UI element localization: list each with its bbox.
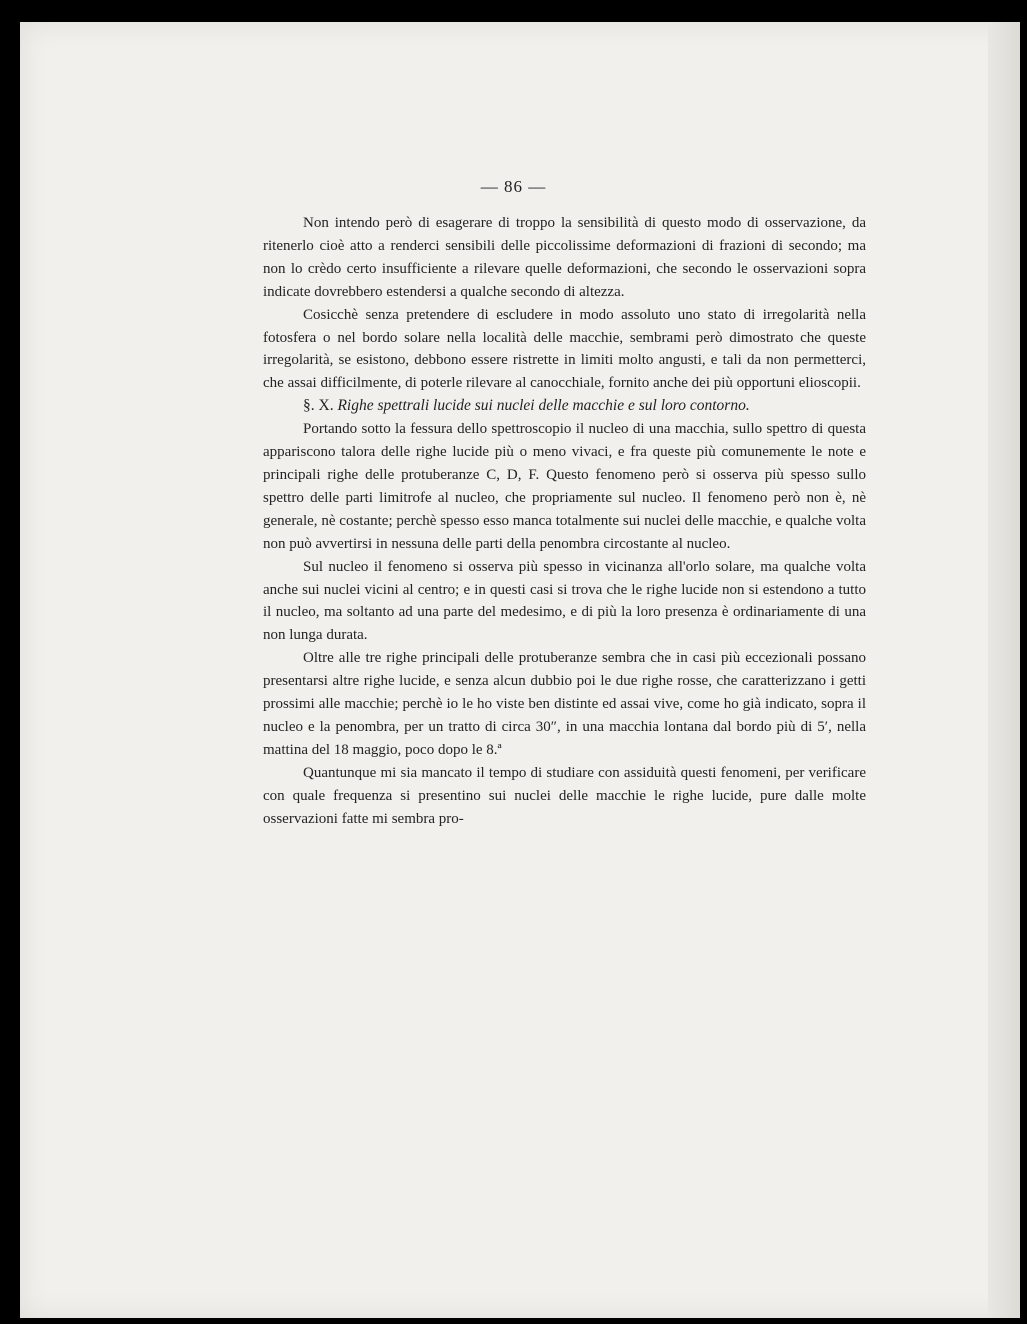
paragraph: Sul nucleo il fenomeno si osserva più spesso in vicinanza all'orlo solare, ma qualche volta anche sui nuclei vicini al centro; e in questi casi si trova che le righe lucide non si estendono a tutto il nucleo, ma soltanto ad una parte del medesimo, e di più la loro presenza è ordinariamente di una non lunga durata. <box>263 558 866 644</box>
paragraph: Non intendo però di esagerare di troppo la sensibilità di questo modo di osservazione, da ritenerlo cioè atto a renderci sensibili delle piccolissime deformazioni di frazioni di secondo; ma non lo crèdo certo insufficiente a rilevare quelle deformazioni, che secondo le osservazioni sopra indicate dovrebbero estendersi a qualche secondo di altezza. <box>263 215 866 300</box>
page-number: — 86 — <box>480 177 547 196</box>
body-text <box>263 212 866 830</box>
section-heading <box>263 395 866 418</box>
paragraph: Cosicchè senza pretendere di escludere in modo assoluto uno stato di irregolarità nella fotosfera o nel bordo solare nella località delle macchie, sembrami però dimostrato che queste irregolarità, se esistono, debbono essere ristrette in limiti molto angusti, e tali da non permetterci, che assai difficilmente, di poterle rilevare al canocchiale, fornito anche dei più opportuni elioscopii. <box>263 306 866 392</box>
paragraph: Oltre alle tre righe principali delle protuberanze sembra che in casi più eccezionali possano presentarsi altre righe lucide, e senza alcun dubbio poi le due righe rosse, che caratterizzano i getti prossimi alle macchie; perchè io le ho viste ben distinte ed assai vive, come ho già indicato, sopra il nucleo e la penombra, per un tratto di circa 30″, in una macchia lontana dal bordo più di 5′, nella mattina del 18 maggio, poco dopo le 8.ª <box>263 650 866 758</box>
section-marker: §. X. <box>303 397 334 415</box>
section-title: Righe spettrali lucide sui nuclei delle macchie e sul loro contorno. <box>337 397 750 415</box>
paragraph: Portando sotto la fessura dello spettroscopio il nucleo di una macchia, sullo spettro di questa appariscono talora delle righe lucide più o meno vivaci, e fra queste più comunemente le note e principali righe delle protuberanze C, D, F. Questo fenomeno però si osserva più spesso sullo spettro delle parti limitrofe al nucleo, che propriamente sul nucleo. Il fenomeno però non è, nè generale, nè costante; perchè spesso esso manca totalmente sui nuclei delle macchie, e qualche volta non può avvertirsi in nessuna delle parti della penombra circostante al nucleo. <box>263 421 866 552</box>
paragraph: Quantunque mi sia mancato il tempo di studiare con assiduità questi fenomeni, per verificare con quale frequenza si presentino sui nuclei delle macchie le righe lucide, pure dalle molte osservazioni fatte mi sembra pro- <box>263 764 866 827</box>
facing-page-edge <box>988 22 1020 1318</box>
